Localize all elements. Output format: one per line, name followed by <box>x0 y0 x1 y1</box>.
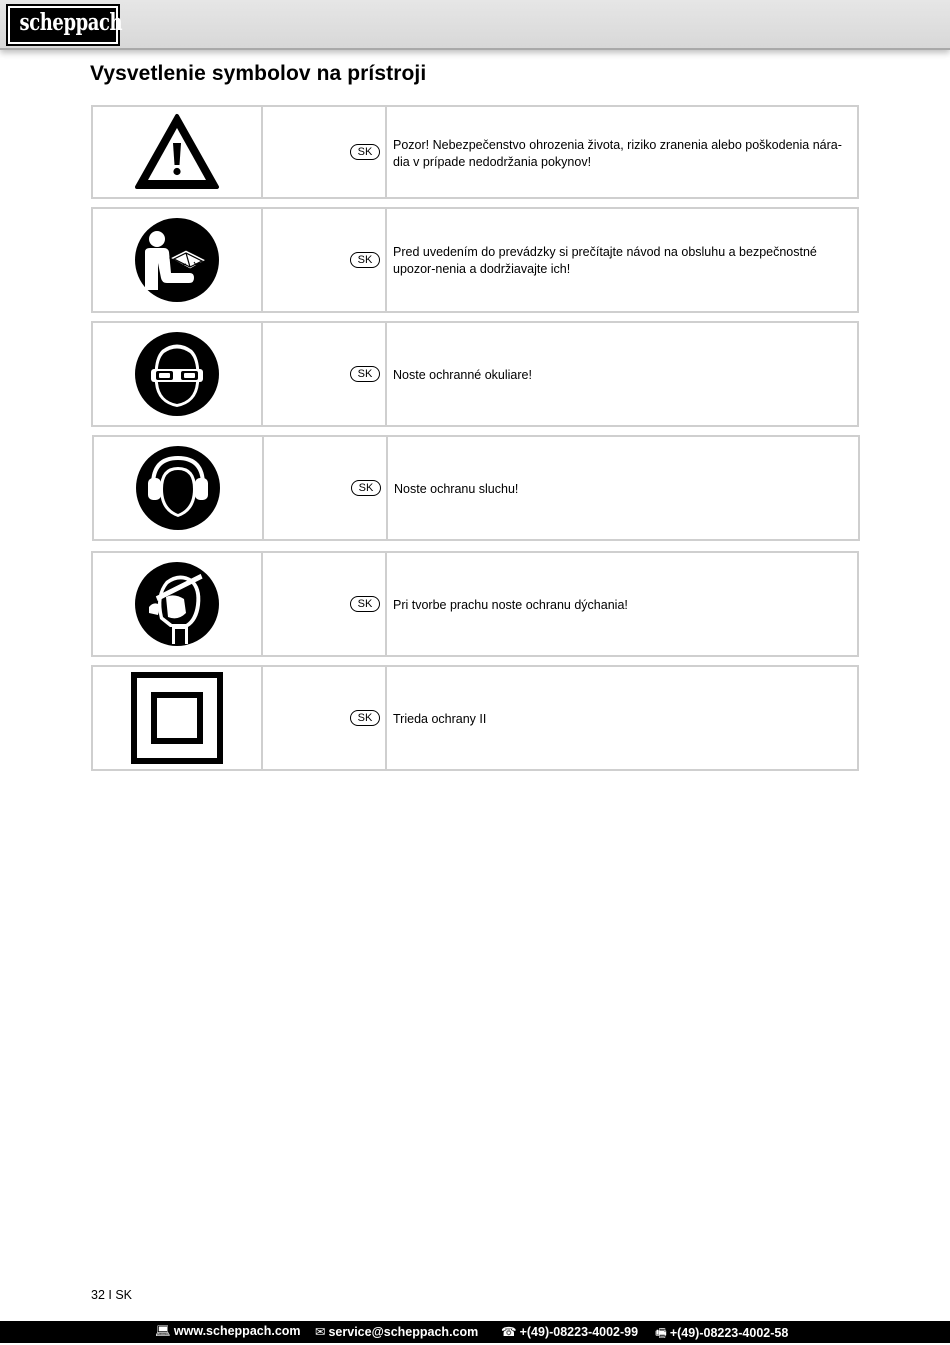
protection-class-ii-icon <box>131 672 223 764</box>
symbol-row-warning <box>91 105 859 199</box>
warning-triangle-icon <box>134 113 220 191</box>
safety-goggles-icon <box>134 331 220 417</box>
page-title: Vysvetlenie symbolov na prístroji <box>90 62 427 85</box>
symbol-row-protection-class <box>91 665 859 771</box>
language-badge: SK <box>350 366 380 382</box>
scheppach-logo[interactable] <box>6 4 123 46</box>
symbol-icon-cell <box>94 437 264 539</box>
footer-email[interactable] <box>315 1324 478 1339</box>
footer-bar <box>0 1321 950 1343</box>
symbol-icon-cell <box>93 323 263 425</box>
symbol-description: Pozor! Nebezpečenstvo ohrozenia života, riziko zranenia alebo poškodenia nára-dia v prípade nedodržania pokynov! <box>393 138 842 169</box>
symbol-icon-cell <box>93 667 263 769</box>
symbol-description: Noste ochranu sluchu! <box>394 482 519 496</box>
symbol-description: Noste ochranné okuliare! <box>393 368 532 382</box>
language-cell <box>263 323 387 425</box>
language-badge: SK <box>350 710 380 726</box>
fax-icon: 🖷︎ <box>655 1326 667 1340</box>
language-cell <box>263 107 387 197</box>
symbol-row-goggles <box>91 321 859 427</box>
language-cell <box>263 553 387 655</box>
language-badge: SK <box>351 480 381 496</box>
envelope-icon: ✉︎ <box>315 1325 326 1339</box>
phone-number[interactable]: +(49)-08223-4002-99 <box>519 1325 639 1339</box>
symbol-row-ear-protection <box>92 435 860 541</box>
language-badge: SK <box>350 596 380 612</box>
header-bar <box>0 0 950 50</box>
fax-number[interactable]: +(49)-08223-4002-58 <box>669 1326 789 1340</box>
symbol-row-manual <box>91 207 859 313</box>
footer-fax[interactable] <box>655 1324 788 1345</box>
symbol-description: Trieda ochrany II <box>393 712 487 726</box>
symbol-icon-cell <box>93 553 263 655</box>
dust-mask-icon <box>134 561 220 647</box>
website-link[interactable]: www.scheppach.com <box>173 1324 301 1338</box>
symbol-row-dust-mask <box>91 551 859 657</box>
language-cell <box>263 209 387 311</box>
read-manual-icon <box>134 217 220 303</box>
email-link[interactable]: service@scheppach.com <box>328 1325 479 1339</box>
symbol-description: Pred uvedením do prevádzky si prečítajte návod na obsluhu a bezpečnostné upozor-nenia a dodržiavajte ich! <box>393 245 817 276</box>
footer-phone[interactable] <box>501 1324 638 1339</box>
language-badge: SK <box>350 144 380 160</box>
logo-text: scheppach <box>19 9 123 36</box>
phone-icon: ☎︎ <box>501 1325 517 1339</box>
language-cell <box>264 437 388 539</box>
ear-protection-icon <box>135 445 221 531</box>
footer-website[interactable] <box>155 1324 301 1339</box>
symbol-icon-cell <box>93 209 263 311</box>
language-cell <box>263 667 387 769</box>
symbol-description: Pri tvorbe prachu noste ochranu dýchania! <box>393 598 628 612</box>
language-badge: SK <box>350 252 380 268</box>
computer-icon: 💻︎ <box>155 1324 171 1338</box>
symbol-icon-cell <box>93 107 263 197</box>
page-number: 32 I SK <box>91 1288 132 1302</box>
